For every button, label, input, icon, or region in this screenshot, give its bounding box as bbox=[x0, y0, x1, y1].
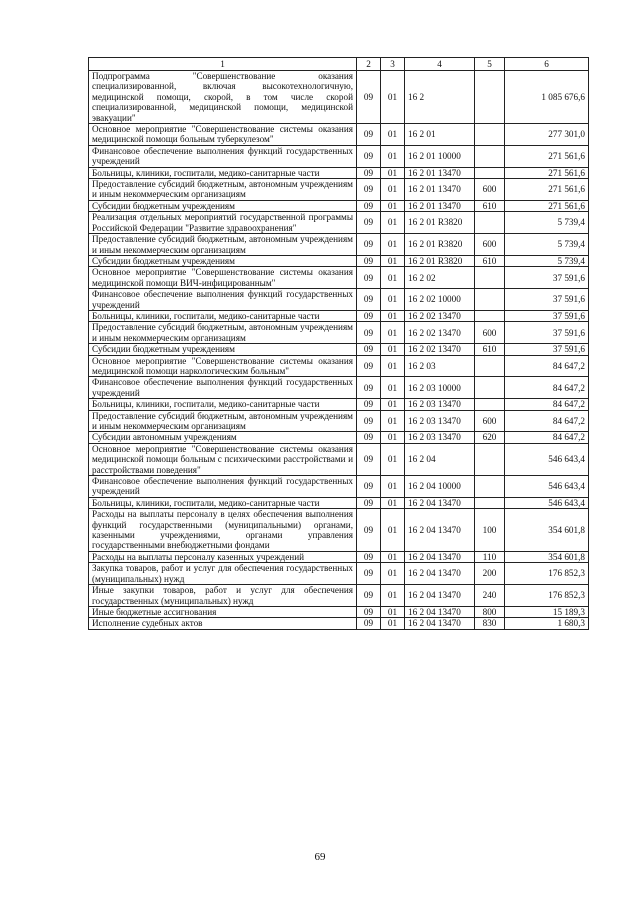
table-row bbox=[89, 443, 589, 475]
column-header: 3 bbox=[381, 58, 405, 71]
row-target-article: 16 2 01 bbox=[405, 124, 475, 146]
row-target-article: 16 2 02 13470 bbox=[405, 310, 475, 321]
row-target-article: 16 2 01 R3820 bbox=[405, 234, 475, 256]
row-name: Реализация отдельных мероприятий государственной программы Российской Федерации "Развитие здравоохранения" bbox=[89, 212, 357, 234]
row-amount: 546 643,4 bbox=[505, 497, 589, 508]
row-target-article: 16 2 04 13470 bbox=[405, 618, 475, 629]
row-amount: 37 591,6 bbox=[505, 322, 589, 344]
row-subsection-code: 01 bbox=[381, 509, 405, 552]
row-amount: 5 739,4 bbox=[505, 212, 589, 234]
row-section-code: 09 bbox=[357, 167, 381, 178]
row-section-code: 09 bbox=[357, 377, 381, 399]
row-target-article: 16 2 01 10000 bbox=[405, 145, 475, 167]
row-target-article: 16 2 01 13470 bbox=[405, 179, 475, 201]
row-target-article: 16 2 bbox=[405, 71, 475, 124]
row-section-code: 09 bbox=[357, 410, 381, 432]
row-target-article: 16 2 04 13470 bbox=[405, 563, 475, 585]
row-name: Основное мероприятие "Совершенствование системы оказания медицинской помощи больным с психическими расстройствами и расстройствами поведения" bbox=[89, 443, 357, 475]
row-name: Субсидии автономным учреждениям bbox=[89, 432, 357, 443]
row-name: Подпрограмма "Совершенствование оказания специализированной, включая высокотехнологичную, медицинской помощи, скорой, в том числе скорой специализированной, медицинской помощи, медицинской эвакуации" bbox=[89, 71, 357, 124]
row-target-article: 16 2 01 13470 bbox=[405, 167, 475, 178]
row-expense-type: 620 bbox=[475, 432, 505, 443]
row-amount: 271 561,6 bbox=[505, 179, 589, 201]
row-name: Предоставление субсидий бюджетным, автономным учреждениям и иным некоммерческим организациям bbox=[89, 410, 357, 432]
row-target-article: 16 2 04 bbox=[405, 443, 475, 475]
row-expense-type: 610 bbox=[475, 255, 505, 266]
row-expense-type bbox=[475, 399, 505, 410]
row-target-article: 16 2 03 10000 bbox=[405, 377, 475, 399]
row-expense-type: 600 bbox=[475, 179, 505, 201]
row-expense-type: 830 bbox=[475, 618, 505, 629]
row-subsection-code: 01 bbox=[381, 200, 405, 211]
column-header: 2 bbox=[357, 58, 381, 71]
table-row bbox=[89, 167, 589, 178]
row-amount: 37 591,6 bbox=[505, 310, 589, 321]
row-target-article: 16 2 02 13470 bbox=[405, 344, 475, 355]
row-section-code: 09 bbox=[357, 497, 381, 508]
row-target-article: 16 2 03 bbox=[405, 355, 475, 377]
row-name: Предоставление субсидий бюджетным, автономным учреждениям и иным некоммерческим организациям bbox=[89, 234, 357, 256]
row-name: Финансовое обеспечение выполнения функций государственных учреждений bbox=[89, 476, 357, 498]
row-target-article: 16 2 03 13470 bbox=[405, 410, 475, 432]
row-expense-type bbox=[475, 212, 505, 234]
row-amount: 354 601,8 bbox=[505, 551, 589, 562]
row-expense-type: 110 bbox=[475, 551, 505, 562]
table-body bbox=[89, 71, 589, 630]
row-expense-type: 240 bbox=[475, 585, 505, 607]
row-subsection-code: 01 bbox=[381, 212, 405, 234]
row-target-article: 16 2 02 10000 bbox=[405, 289, 475, 311]
row-section-code: 09 bbox=[357, 289, 381, 311]
row-name: Больницы, клиники, госпитали, медико-санитарные части bbox=[89, 310, 357, 321]
row-amount: 546 643,4 bbox=[505, 476, 589, 498]
row-section-code: 09 bbox=[357, 563, 381, 585]
column-header: 1 bbox=[89, 58, 357, 71]
row-expense-type bbox=[475, 289, 505, 311]
row-name: Больницы, клиники, госпитали, медико-санитарные части bbox=[89, 399, 357, 410]
row-section-code: 09 bbox=[357, 145, 381, 167]
row-target-article: 16 2 04 10000 bbox=[405, 476, 475, 498]
row-subsection-code: 01 bbox=[381, 179, 405, 201]
row-subsection-code: 01 bbox=[381, 267, 405, 289]
column-header: 6 bbox=[505, 58, 589, 71]
table-row bbox=[89, 585, 589, 607]
table-row bbox=[89, 255, 589, 266]
row-expense-type: 600 bbox=[475, 322, 505, 344]
row-amount: 277 301,0 bbox=[505, 124, 589, 146]
row-amount: 84 647,2 bbox=[505, 410, 589, 432]
row-target-article: 16 2 02 13470 bbox=[405, 322, 475, 344]
row-expense-type bbox=[475, 167, 505, 178]
row-subsection-code: 01 bbox=[381, 432, 405, 443]
row-section-code: 09 bbox=[357, 551, 381, 562]
row-subsection-code: 01 bbox=[381, 255, 405, 266]
row-section-code: 09 bbox=[357, 585, 381, 607]
row-expense-type: 610 bbox=[475, 200, 505, 211]
table-row bbox=[89, 124, 589, 146]
row-amount: 5 739,4 bbox=[505, 255, 589, 266]
table-row bbox=[89, 497, 589, 508]
row-amount: 271 561,6 bbox=[505, 167, 589, 178]
row-section-code: 09 bbox=[357, 476, 381, 498]
table-row bbox=[89, 509, 589, 552]
row-amount: 84 647,2 bbox=[505, 355, 589, 377]
row-target-article: 16 2 04 13470 bbox=[405, 606, 475, 617]
table-header-row bbox=[89, 58, 589, 71]
row-section-code: 09 bbox=[357, 310, 381, 321]
row-target-article: 16 2 04 13470 bbox=[405, 497, 475, 508]
table-row bbox=[89, 399, 589, 410]
row-amount: 37 591,6 bbox=[505, 344, 589, 355]
row-name: Расходы на выплаты персоналу в целях обеспечения выполнения функций государственными (муниципальными) органами, казенными учреждениями, органами управления государственными внебюджетными фондами bbox=[89, 509, 357, 552]
row-section-code: 09 bbox=[357, 399, 381, 410]
row-expense-type bbox=[475, 355, 505, 377]
table-row bbox=[89, 355, 589, 377]
row-amount: 37 591,6 bbox=[505, 267, 589, 289]
table-row bbox=[89, 71, 589, 124]
row-section-code: 09 bbox=[357, 443, 381, 475]
table-row bbox=[89, 267, 589, 289]
row-subsection-code: 01 bbox=[381, 289, 405, 311]
row-subsection-code: 01 bbox=[381, 145, 405, 167]
table-row bbox=[89, 344, 589, 355]
row-amount: 1 680,3 bbox=[505, 618, 589, 629]
row-expense-type bbox=[475, 71, 505, 124]
row-section-code: 09 bbox=[357, 618, 381, 629]
row-section-code: 09 bbox=[357, 322, 381, 344]
table-row bbox=[89, 179, 589, 201]
row-section-code: 09 bbox=[357, 212, 381, 234]
row-expense-type: 600 bbox=[475, 234, 505, 256]
row-name: Исполнение судебных актов bbox=[89, 618, 357, 629]
row-name: Закупка товаров, работ и услуг для обеспечения государственных (муниципальных) нужд bbox=[89, 563, 357, 585]
row-target-article: 16 2 04 13470 bbox=[405, 551, 475, 562]
row-section-code: 09 bbox=[357, 255, 381, 266]
row-amount: 546 643,4 bbox=[505, 443, 589, 475]
row-subsection-code: 01 bbox=[381, 344, 405, 355]
row-name: Основное мероприятие "Совершенствование системы оказания медицинской помощи ВИЧ-инфицированным" bbox=[89, 267, 357, 289]
row-expense-type bbox=[475, 267, 505, 289]
table-row bbox=[89, 551, 589, 562]
row-amount: 271 561,6 bbox=[505, 145, 589, 167]
row-amount: 176 852,3 bbox=[505, 563, 589, 585]
row-expense-type bbox=[475, 443, 505, 475]
row-target-article: 16 2 02 bbox=[405, 267, 475, 289]
row-subsection-code: 01 bbox=[381, 563, 405, 585]
row-subsection-code: 01 bbox=[381, 585, 405, 607]
row-target-article: 16 2 01 R3820 bbox=[405, 212, 475, 234]
column-header: 5 bbox=[475, 58, 505, 71]
row-target-article: 16 2 03 13470 bbox=[405, 399, 475, 410]
table-row bbox=[89, 322, 589, 344]
row-name: Финансовое обеспечение выполнения функций государственных учреждений bbox=[89, 145, 357, 167]
row-section-code: 09 bbox=[357, 509, 381, 552]
row-name: Предоставление субсидий бюджетным, автономным учреждениям и иным некоммерческим организациям bbox=[89, 322, 357, 344]
row-name: Субсидии бюджетным учреждениям bbox=[89, 344, 357, 355]
row-section-code: 09 bbox=[357, 179, 381, 201]
row-section-code: 09 bbox=[357, 344, 381, 355]
row-subsection-code: 01 bbox=[381, 322, 405, 344]
row-amount: 84 647,2 bbox=[505, 377, 589, 399]
row-name: Больницы, клиники, госпитали, медико-санитарные части bbox=[89, 497, 357, 508]
row-expense-type bbox=[475, 377, 505, 399]
table-row bbox=[89, 618, 589, 629]
row-section-code: 09 bbox=[357, 234, 381, 256]
row-expense-type bbox=[475, 310, 505, 321]
row-subsection-code: 01 bbox=[381, 167, 405, 178]
page-number: 69 bbox=[314, 851, 326, 863]
row-name: Субсидии бюджетным учреждениям bbox=[89, 255, 357, 266]
row-amount: 84 647,2 bbox=[505, 399, 589, 410]
row-amount: 37 591,6 bbox=[505, 289, 589, 311]
row-amount: 271 561,6 bbox=[505, 200, 589, 211]
row-section-code: 09 bbox=[357, 124, 381, 146]
table-row bbox=[89, 410, 589, 432]
row-target-article: 16 2 01 R3820 bbox=[405, 255, 475, 266]
row-subsection-code: 01 bbox=[381, 355, 405, 377]
row-subsection-code: 01 bbox=[381, 606, 405, 617]
table-row bbox=[89, 145, 589, 167]
table-row bbox=[89, 289, 589, 311]
row-expense-type bbox=[475, 145, 505, 167]
row-section-code: 09 bbox=[357, 71, 381, 124]
row-expense-type: 100 bbox=[475, 509, 505, 552]
row-name: Иные закупки товаров, работ и услуг для обеспечения государственных (муниципальных) нужд bbox=[89, 585, 357, 607]
row-subsection-code: 01 bbox=[381, 234, 405, 256]
row-section-code: 09 bbox=[357, 432, 381, 443]
row-expense-type: 610 bbox=[475, 344, 505, 355]
table-row bbox=[89, 377, 589, 399]
row-target-article: 16 2 04 13470 bbox=[405, 509, 475, 552]
row-target-article: 16 2 03 13470 bbox=[405, 432, 475, 443]
table-row bbox=[89, 476, 589, 498]
table-row bbox=[89, 563, 589, 585]
table-row bbox=[89, 432, 589, 443]
table-row bbox=[89, 310, 589, 321]
row-target-article: 16 2 04 13470 bbox=[405, 585, 475, 607]
row-amount: 1 085 676,6 bbox=[505, 71, 589, 124]
row-name: Финансовое обеспечение выполнения функций государственных учреждений bbox=[89, 289, 357, 311]
row-name: Предоставление субсидий бюджетным, автономным учреждениям и иным некоммерческим организациям bbox=[89, 179, 357, 201]
row-subsection-code: 01 bbox=[381, 476, 405, 498]
row-expense-type: 200 bbox=[475, 563, 505, 585]
row-subsection-code: 01 bbox=[381, 377, 405, 399]
row-subsection-code: 01 bbox=[381, 124, 405, 146]
row-section-code: 09 bbox=[357, 606, 381, 617]
row-subsection-code: 01 bbox=[381, 310, 405, 321]
row-name: Основное мероприятие "Совершенствование системы оказания медицинской помощи наркологическим больным" bbox=[89, 355, 357, 377]
row-amount: 84 647,2 bbox=[505, 432, 589, 443]
row-subsection-code: 01 bbox=[381, 443, 405, 475]
row-expense-type bbox=[475, 124, 505, 146]
table-row bbox=[89, 200, 589, 211]
row-subsection-code: 01 bbox=[381, 618, 405, 629]
row-amount: 5 739,4 bbox=[505, 234, 589, 256]
row-amount: 354 601,8 bbox=[505, 509, 589, 552]
row-amount: 15 189,3 bbox=[505, 606, 589, 617]
row-subsection-code: 01 bbox=[381, 410, 405, 432]
column-header: 4 bbox=[405, 58, 475, 71]
table-row bbox=[89, 212, 589, 234]
budget-table bbox=[88, 57, 589, 630]
row-section-code: 09 bbox=[357, 200, 381, 211]
table-row bbox=[89, 606, 589, 617]
row-section-code: 09 bbox=[357, 355, 381, 377]
row-name: Расходы на выплаты персоналу казенных учреждений bbox=[89, 551, 357, 562]
row-expense-type bbox=[475, 476, 505, 498]
row-name: Больницы, клиники, госпитали, медико-санитарные части bbox=[89, 167, 357, 178]
row-section-code: 09 bbox=[357, 267, 381, 289]
row-expense-type bbox=[475, 497, 505, 508]
row-expense-type: 800 bbox=[475, 606, 505, 617]
row-amount: 176 852,3 bbox=[505, 585, 589, 607]
row-name: Субсидии бюджетным учреждениям bbox=[89, 200, 357, 211]
row-subsection-code: 01 bbox=[381, 71, 405, 124]
row-name: Иные бюджетные ассигнования bbox=[89, 606, 357, 617]
table-row bbox=[89, 234, 589, 256]
row-expense-type: 600 bbox=[475, 410, 505, 432]
row-name: Основное мероприятие "Совершенствование системы оказания медицинской помощи больным туберкулезом" bbox=[89, 124, 357, 146]
row-subsection-code: 01 bbox=[381, 399, 405, 410]
row-target-article: 16 2 01 13470 bbox=[405, 200, 475, 211]
row-subsection-code: 01 bbox=[381, 497, 405, 508]
row-name: Финансовое обеспечение выполнения функций государственных учреждений bbox=[89, 377, 357, 399]
row-subsection-code: 01 bbox=[381, 551, 405, 562]
